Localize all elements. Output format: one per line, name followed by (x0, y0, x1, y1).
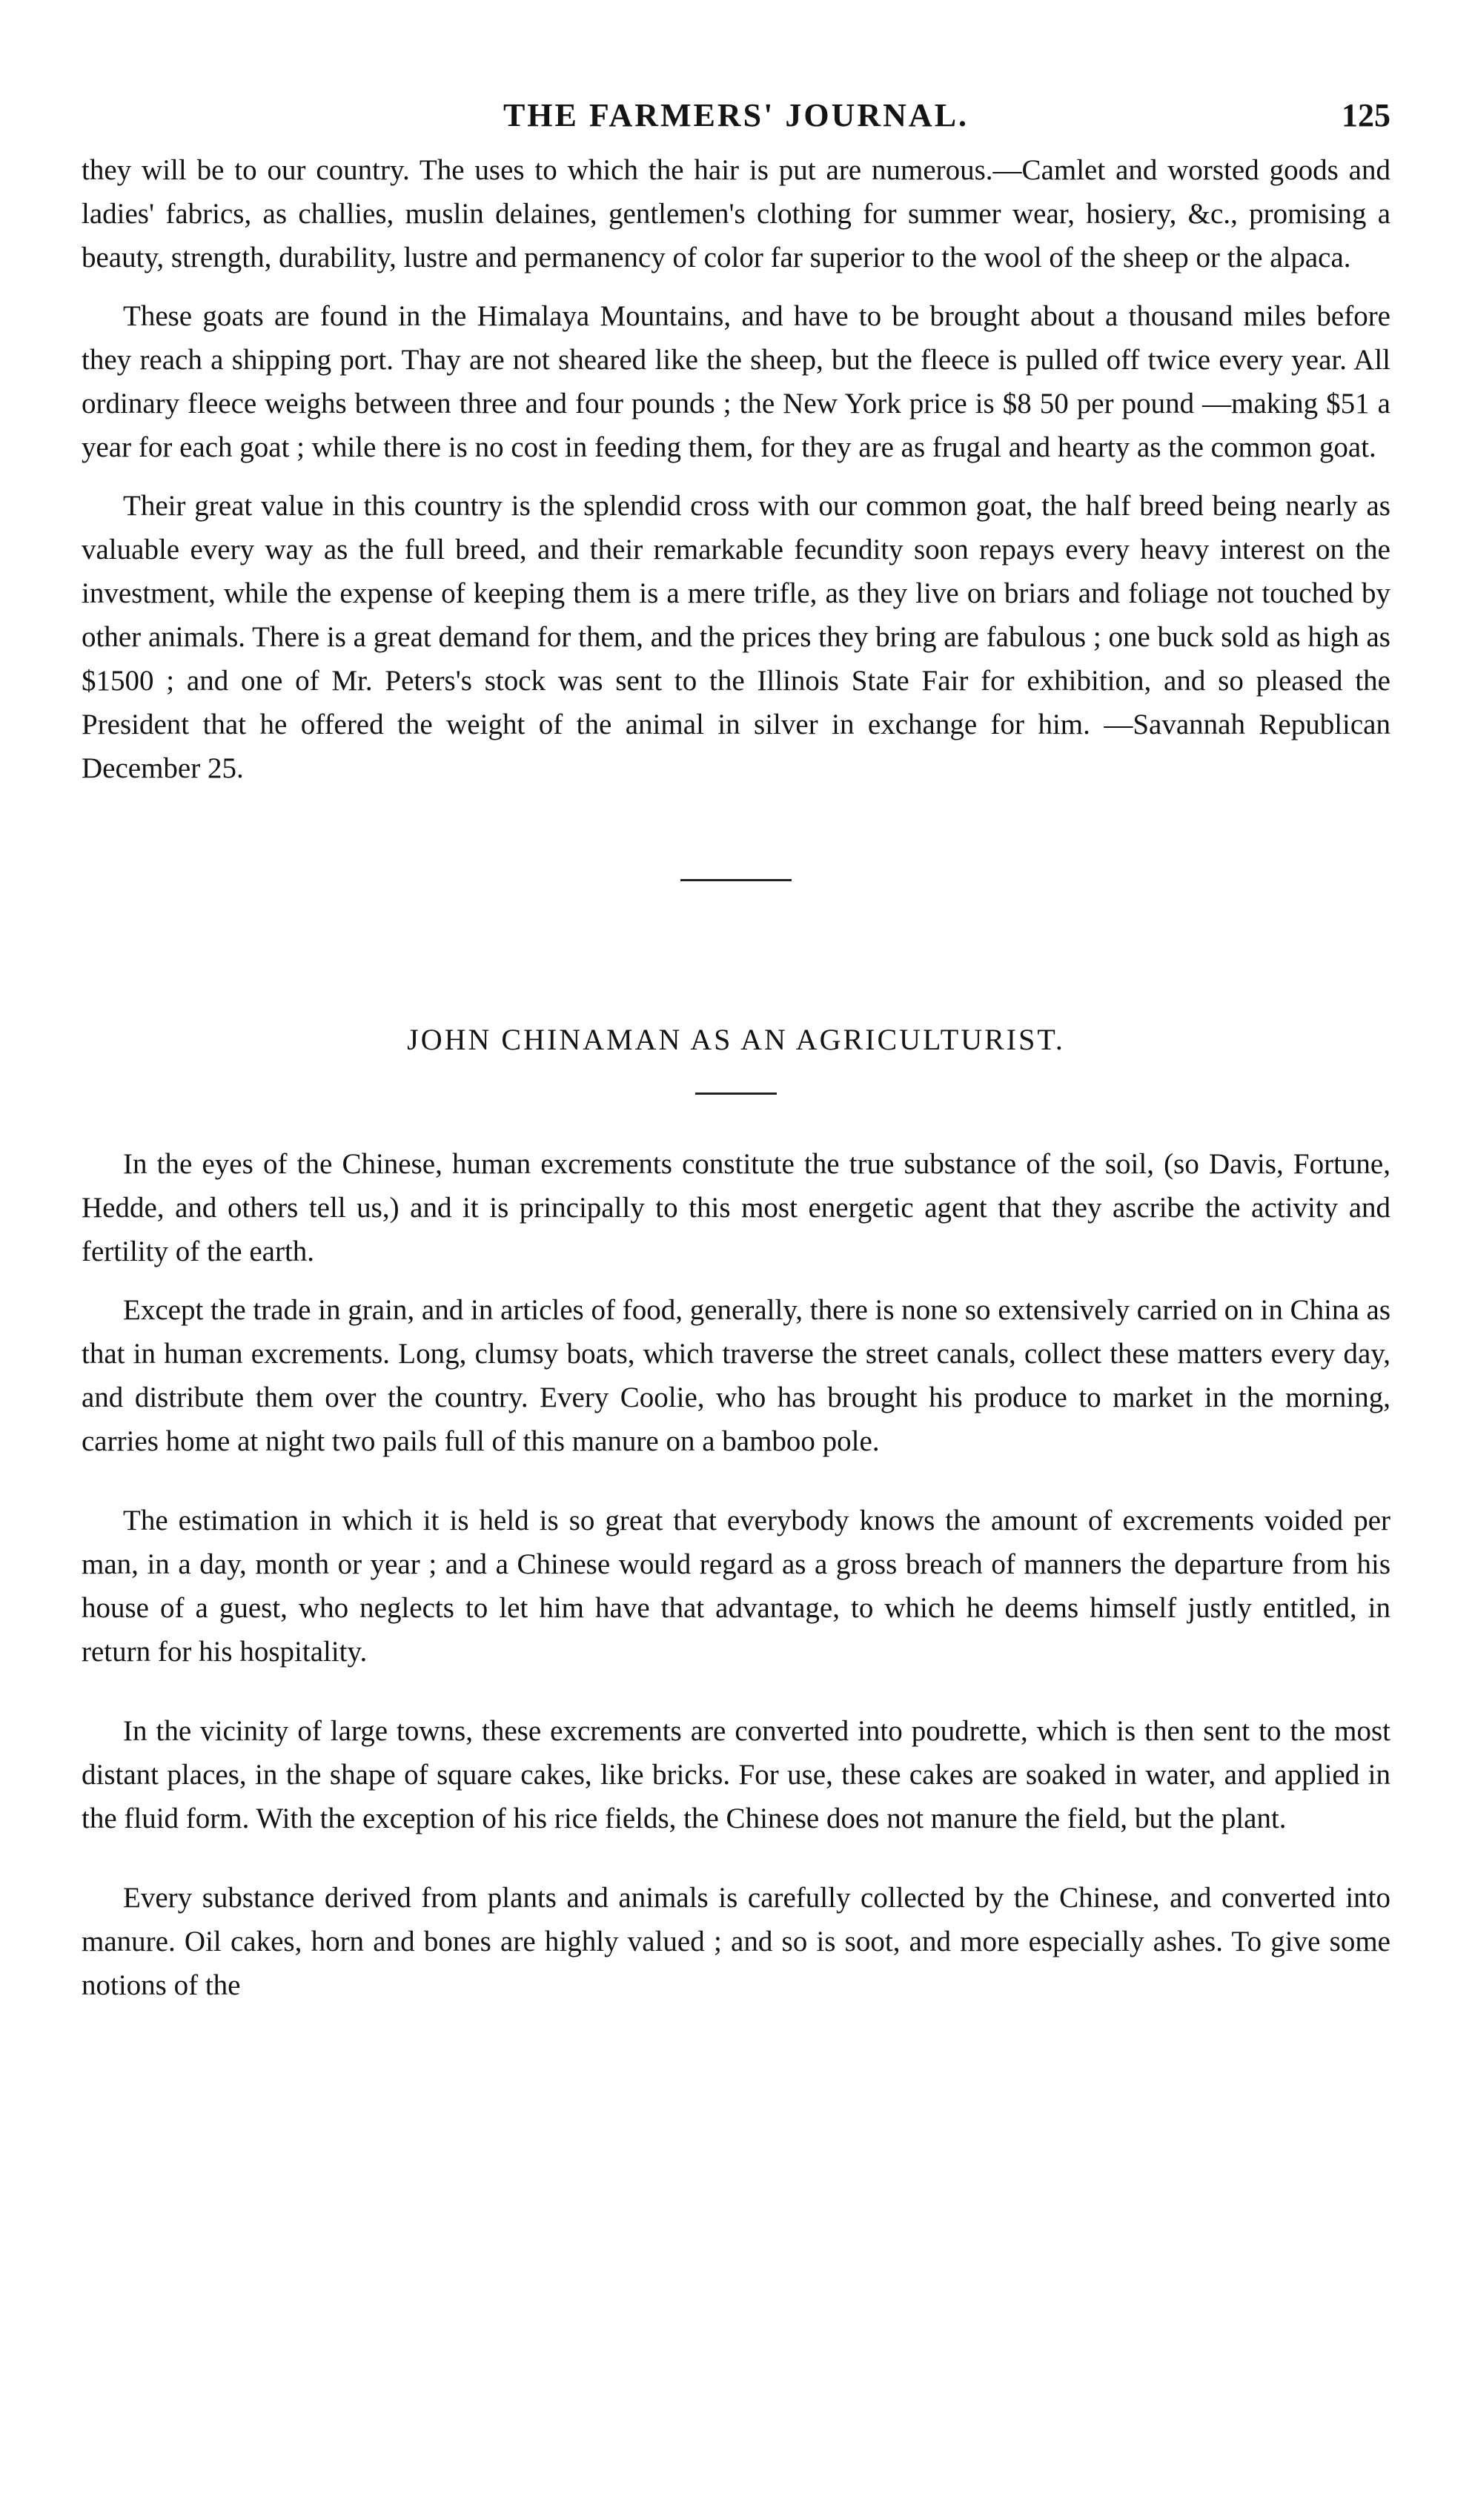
paragraph: Except the trade in grain, and in articles of food, generally, there is none so extensively carried on in China as that in human excrements. Long, clumsy boats, which traverse the street canals, collect these matters every day, and distribute them over the country. Every Coolie, who has brought his produce to market in the morning, carries home at night two pails full of this manure on a bamboo pole. (82, 1294, 1390, 1457)
paragraph: In the eyes of the Chinese, human excrements constitute the true substance of the soil, (so Davis, Fortune, Hedde, and others tell us,) and it is principally to this most energetic agent that they ascribe the activity and fertility of the earth. (82, 1148, 1390, 1267)
journal-page (82, 89, 1390, 2490)
section-divider (680, 879, 792, 881)
paragraph-gap (82, 1855, 1390, 1876)
page-number: 125 (1342, 97, 1390, 133)
paragraph: These goats are found in the Himalaya Mountains, and have to be brought about a thousand miles before they reach a shipping port. Thay are not sheared like the sheep, but the fleece is pulled off twice every year. All ordinary fleece weighs between three and four pounds ; the New York price is $8 50 per pound —making $51 a year for each goat ; while there is no cost in feeding them, for they are as frugal and hearty as the common goat. (82, 300, 1390, 463)
paragraph: The estimation in which it is held is so great that everybody knows the amount of excrements voided per man, in a day, month or year ; and a Chinese would regard as a gross breach of manners the departure from his house of a guest, who neglects to let him have that advantage, to which he deems himself justly entitled, in return for his hospitality. (82, 1505, 1390, 1668)
paragraph-gap (82, 1688, 1390, 1709)
paragraph: Every substance derived from plants and animals is carefully collected by the Chinese, and converted into manure. Oil cakes, horn and bones are highly valued ; and so is soot, and more especially ashes. To give some notions of the (82, 1882, 1390, 2001)
page-header (82, 89, 1390, 148)
title-divider (695, 1092, 777, 1095)
running-title: THE FARMERS' JOURNAL. (503, 97, 969, 133)
paragraph: In the vicinity of large towns, these excrements are converted into poudrette, which is then sent to the most distant places, in the shape of square cakes, like bricks. For use, these cakes are soaked in water, and applied in the fluid form. With the exception of his rice fields, the Chinese does not manure the field, but the plant. (82, 1715, 1390, 1834)
article-title: JOHN CHINAMAN AS AN AGRICULTURIST. (407, 1023, 1065, 1056)
paragraph: they will be to our country. The uses to which the hair is put are numerous.—Camlet and worsted goods and ladies' fabrics, as challies, muslin delaines, gentlemen's clothing for summer wear, hosiery, &c., promising a beauty, strength, durability, lustre and permanency of color far superior to the wool of the sheep or the alpaca. (82, 154, 1390, 273)
article-john-chinaman (82, 1022, 1390, 2007)
paragraph-gap (82, 1478, 1390, 1499)
paragraph: Their great value in this country is the splendid cross with our common goat, the half breed being nearly as valuable every way as the full breed, and their remarkable fecundity soon repays every heavy interest on the investment, while the expense of keeping them is a mere trifle, as they live on briars and foliage not touched by other animals. There is a great demand for them, and the prices they bring are fabulous ; one buck sold as high as $1500 ; and one of Mr. Peters's stock was sent to the Illinois State Fair for exhibition, and so pleased the President that he offered the weight of the animal in silver in exchange for him. —Savannah Republican December 25. (82, 490, 1390, 784)
article-angora-goats (82, 148, 1390, 790)
